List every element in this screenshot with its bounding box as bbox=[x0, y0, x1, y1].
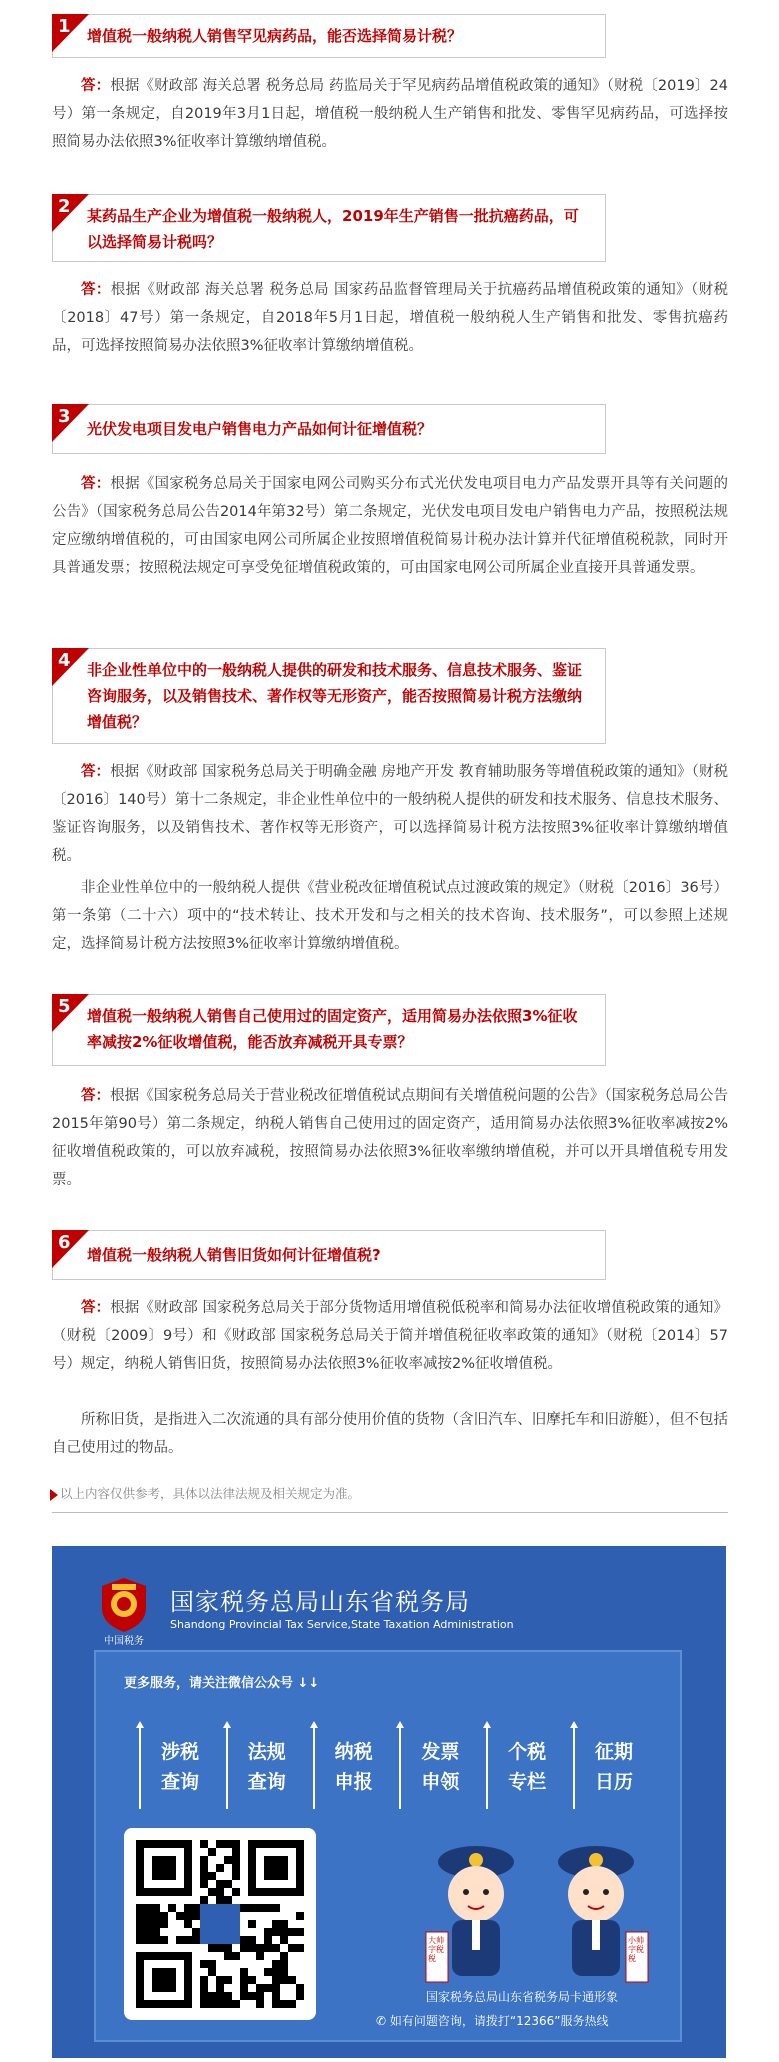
qr-code[interactable] bbox=[124, 1828, 316, 2020]
arrow-up-icon bbox=[136, 1725, 144, 1809]
question-number: 6 bbox=[58, 1232, 71, 1253]
service-invoice[interactable]: 发票申领 bbox=[396, 1712, 462, 1822]
service-iit[interactable]: 个税专栏 bbox=[483, 1712, 549, 1822]
question-text: 非企业性单位中的一般纳税人提供的研发和技术服务、信息技术服务、鉴证咨询服务，以及销售技术、著作权等无形资产，能否按照简易计税方法缴纳增值税？ bbox=[87, 661, 583, 731]
question-box bbox=[52, 194, 606, 262]
mascot-illustration bbox=[386, 1822, 676, 2002]
banner-subtitle: Shandong Provincial Tax Service,State Taxation Administration bbox=[170, 1618, 514, 1631]
question-number-badge bbox=[52, 194, 89, 232]
answer-text: 答：根据《财政部 国家税务总局关于明确金融 房地产开发 教育辅助服务等增值税政策的通知》（财税〔2016〕140号）第十二条规定，非企业性单位中的一般纳税人提供的研发和技术服务、信息技术服务、鉴证咨询服务，以及销售技术、著作权等无形资产，可以选择简易计税方法按照3%征收率计算缴纳增值税。 bbox=[52, 764, 728, 864]
divider bbox=[52, 1512, 728, 1513]
logo-text: 中国税务 bbox=[104, 1636, 144, 1647]
answer-extra-text: 非企业性单位中的一般纳税人提供《营业税改征增值税试点过渡政策的规定》（财税〔2016〕36号）第一条第（二十六）项中的“技术转让、技术开发和与之相关的技术咨询、技术服务”，可以参照上述规定，选择简易计税方法按照3%征收率计算缴纳增值税。 bbox=[52, 880, 728, 952]
mascot-caption: 国家税务总局山东省税务局卡通形象 bbox=[426, 1990, 619, 2004]
hotline: ✆ 如有问题咨询，请拨打“12366”服务热线 bbox=[376, 2014, 609, 2028]
question-number: 3 bbox=[58, 406, 71, 427]
arrow-up-icon bbox=[570, 1725, 578, 1809]
question-number: 1 bbox=[58, 16, 71, 37]
follow-prompt: 更多服务，请关注微信公众号 ↓↓ bbox=[124, 1676, 320, 1691]
tax-emblem-icon bbox=[94, 1576, 154, 1646]
mascot-right-sign: 小帅字税税 bbox=[628, 1936, 644, 1963]
service-calendar[interactable]: 征期日历 bbox=[570, 1712, 636, 1822]
question-number-badge bbox=[52, 648, 89, 686]
arrow-up-icon bbox=[223, 1725, 231, 1809]
question-box bbox=[52, 648, 606, 744]
question-number-badge bbox=[52, 404, 89, 442]
question-text: 增值税一般纳税人销售罕见病药品，能否选择简易计税？ bbox=[87, 27, 463, 45]
disclaimer bbox=[50, 1484, 730, 1502]
arrow-up-icon bbox=[396, 1725, 404, 1809]
arrow-up-icon bbox=[483, 1725, 491, 1809]
service-tax-query[interactable]: 涉税查询 bbox=[136, 1712, 202, 1822]
services-panel bbox=[94, 1650, 682, 2042]
answer-text: 答：根据《财政部 海关总署 税务总局 药监局关于罕见病药品增值税政策的通知》（财税〔2019〕24号）第一条规定，自2019年3月1日起，增值税一般纳税人生产销售和批发、零售罕见病药品，可选择按照简易办法依照3%征收率计算缴纳增值税。 bbox=[52, 78, 728, 150]
question-box bbox=[52, 404, 606, 454]
qr-code-icon bbox=[136, 1840, 304, 2008]
answer-text: 答：根据《国家税务总局关于国家电网公司购买分布式光伏发电项目电力产品发票开具等有关问题的公告》（国家税务总局公告2014年第32号）第二条规定，光伏发电项目发电户销售电力产品，按照税法规定应缴纳增值税的，可由国家电网公司所属企业按照增值税简易计税办法计算并代征增值税税款，同时开具普通发票；按照税法规定可享受免征增值税政策的，可由国家电网公司所属企业直接开具普通发票。 bbox=[52, 476, 728, 576]
question-box bbox=[52, 1230, 606, 1280]
question-number: 2 bbox=[58, 196, 71, 217]
service-list bbox=[136, 1712, 636, 1822]
question-number: 4 bbox=[58, 650, 71, 671]
banner-title: 国家税务总局山东省税务局 bbox=[170, 1588, 470, 1616]
service-law-query[interactable]: 法规查询 bbox=[223, 1712, 289, 1822]
question-text: 光伏发电项目发电户销售电力产品如何计征增值税？ bbox=[87, 420, 433, 438]
answer-extra-text: 所称旧货，是指进入二次流通的具有部分使用价值的货物（含旧汽车、旧摩托车和旧游艇），但不包括自己使用过的物品。 bbox=[52, 1412, 728, 1456]
question-box bbox=[52, 994, 606, 1066]
mascot-left-sign: 大帅字税税 bbox=[428, 1936, 444, 1963]
phone-icon: ✆ bbox=[376, 2014, 390, 2028]
question-text: 增值税一般纳税人销售旧货如何计征增值税? bbox=[87, 1246, 381, 1264]
triangle-marker-icon bbox=[50, 1489, 58, 1501]
answer-text: 答：根据《国家税务总局关于营业税改征增值税试点期间有关增值税问题的公告》（国家税务总局公告2015年第90号）第二条规定，纳税人销售自己使用过的固定资产，适用简易办法依照3%征收率减按2%征收增值税政策的，可以放弃减税，按照简易办法依照3%征收率缴纳增值税，并可以开具增值税专用发票。 bbox=[52, 1088, 729, 1188]
answer-text: 答：根据《财政部 国家税务总局关于部分货物适用增值税低税率和简易办法征收增值税政策的通知》（财税〔2009〕9号）和《财政部 国家税务总局关于简并增值税征收率政策的通知》（财税〔2014〕57号）规定，纳税人销售旧货，按照简易办法依照3%征收率减按2%征收增值税。 bbox=[52, 1300, 728, 1372]
service-tax-filing[interactable]: 纳税申报 bbox=[310, 1712, 376, 1822]
disclaimer-text: 以上内容仅供参考，具体以法律法规及相关规定为准。 bbox=[60, 1486, 361, 1501]
question-text: 增值税一般纳税人销售自己使用过的固定资产，适用简易办法依照3%征收率减按2%征收增值税，能否放弃减税开具专票？ bbox=[87, 1007, 578, 1051]
question-number: 5 bbox=[58, 996, 71, 1017]
question-number-badge bbox=[52, 994, 89, 1032]
arrow-up-icon bbox=[310, 1725, 318, 1809]
footer-banner bbox=[52, 1546, 726, 2058]
question-box bbox=[52, 14, 606, 58]
question-number-badge bbox=[52, 1230, 89, 1268]
answer-text: 答：根据《财政部 海关总署 税务总局 国家药品监督管理局关于抗癌药品增值税政策的通知》（财税〔2018〕47号）第一条规定，自2018年5月1日起，增值税一般纳税人生产销售和批发、零售抗癌药品，可选择按照简易办法依照3%征收率计算缴纳增值税。 bbox=[52, 282, 729, 354]
question-number-badge bbox=[52, 14, 89, 52]
question-text: 某药品生产企业为增值税一般纳税人，2019年生产销售一批抗癌药品，可以选择简易计税吗？ bbox=[87, 207, 579, 251]
